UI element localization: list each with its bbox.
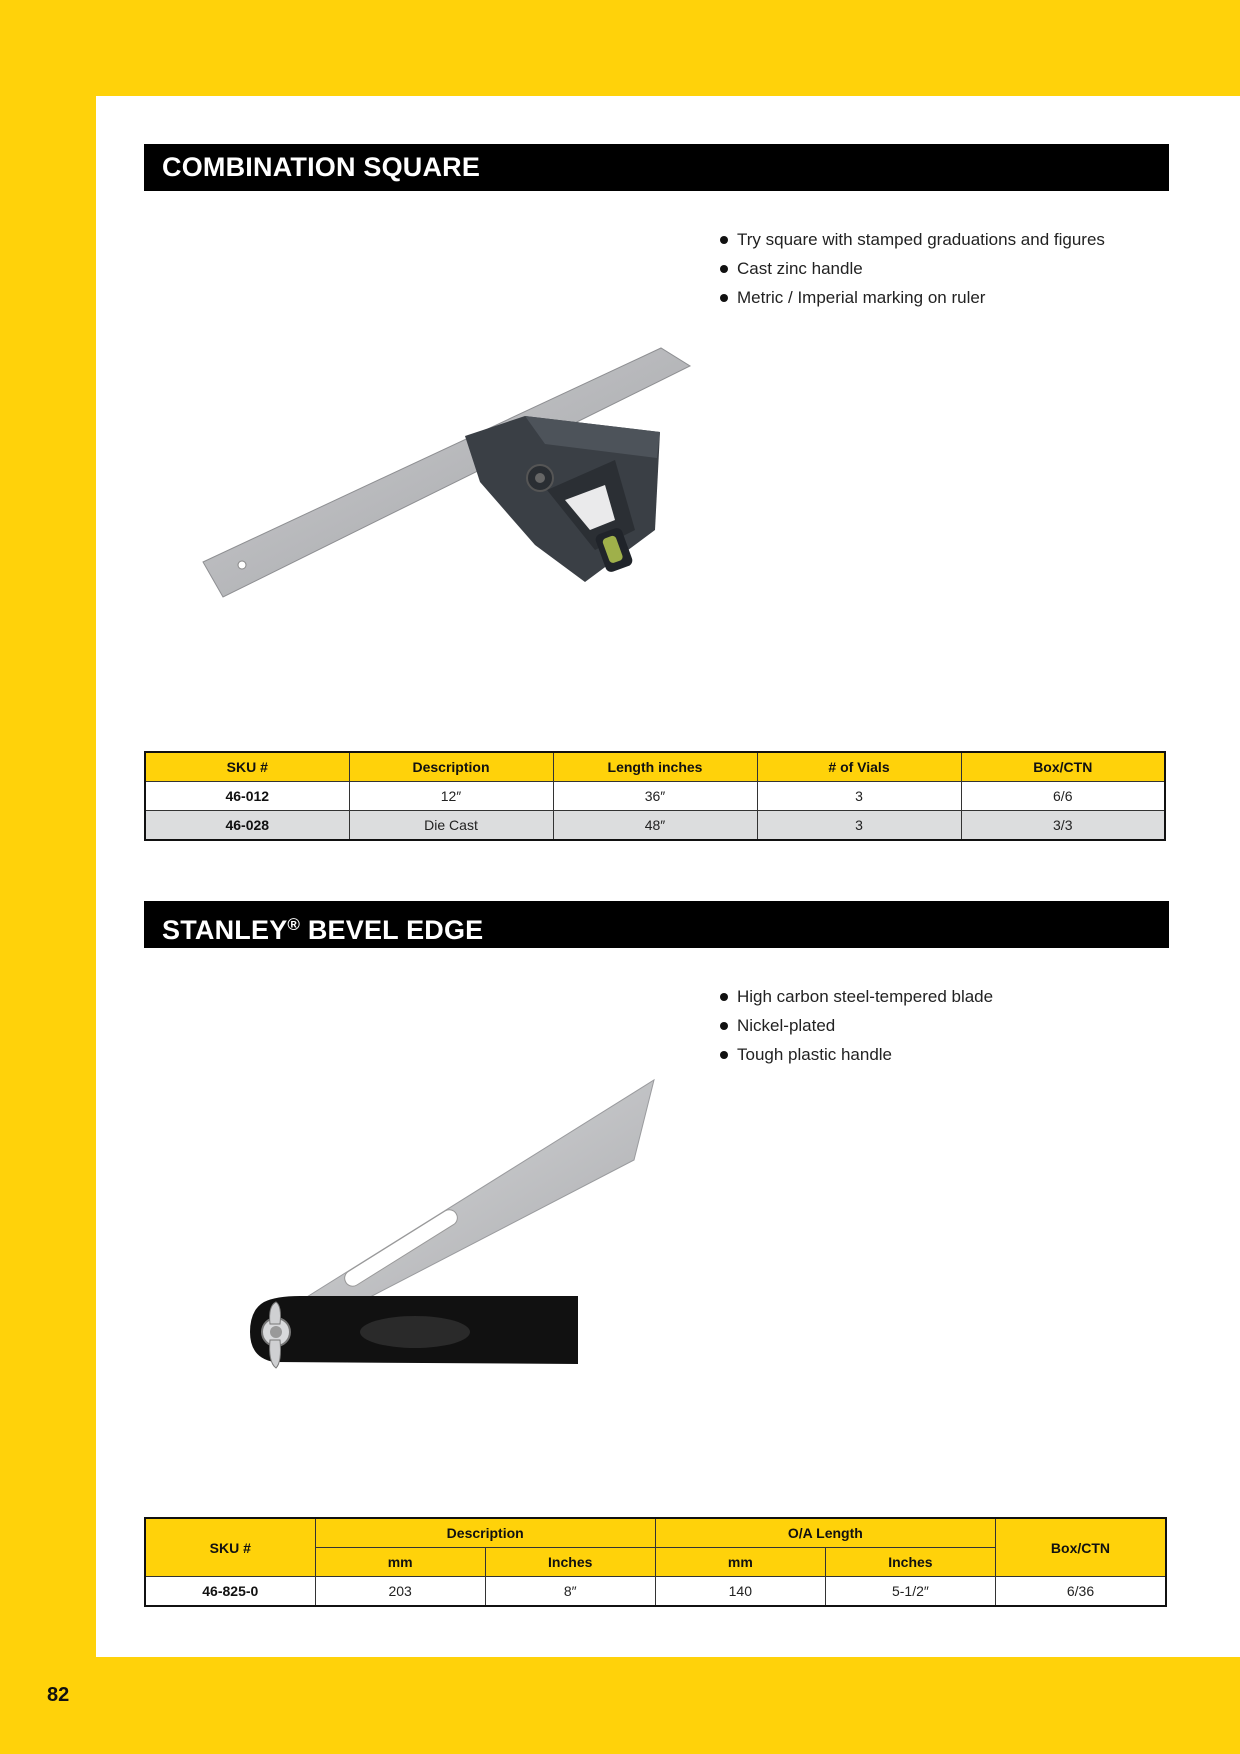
column-header: Description xyxy=(349,752,553,782)
table-cell: 12″ xyxy=(349,782,553,811)
table-cell-sku: 46-028 xyxy=(145,811,349,841)
feature-item: Metric / Imperial marking on ruler xyxy=(718,287,1105,316)
bullet-icon xyxy=(720,1051,728,1059)
combination-square-image xyxy=(195,340,695,610)
column-header: Box/CTN xyxy=(995,1518,1166,1577)
registered-mark: ® xyxy=(287,915,301,934)
table-header-row xyxy=(145,1518,1166,1548)
feature-item: Try square with stamped graduations and figures xyxy=(718,229,1105,258)
table-cell: 3 xyxy=(757,811,961,841)
table-cell: 3 xyxy=(757,782,961,811)
feature-list-bevel-edge xyxy=(718,986,993,1073)
feature-item: Nickel-plated xyxy=(718,1015,993,1044)
section-title-combination-square xyxy=(144,144,1169,191)
section-title-text: STANLEY xyxy=(162,915,288,945)
table-cell: 48″ xyxy=(553,811,757,841)
feature-item: Cast zinc handle xyxy=(718,258,1105,287)
table-cell: 5-1/2″ xyxy=(825,1577,995,1607)
bullet-icon xyxy=(720,236,728,244)
feature-item: High carbon steel-tempered blade xyxy=(718,986,993,1015)
table-header-row xyxy=(145,752,1165,782)
column-subheader: mm xyxy=(655,1548,825,1577)
page-panel xyxy=(96,96,1240,1657)
feature-list-combination-square xyxy=(718,229,1105,316)
section-title-text-rest: BEVEL EDGE xyxy=(300,915,484,945)
bevel-edge-image xyxy=(240,1070,670,1380)
page-number: 82 xyxy=(47,1684,70,1706)
table-cell: Die Cast xyxy=(349,811,553,841)
table-row xyxy=(145,782,1165,811)
column-header: Box/CTN xyxy=(961,752,1165,782)
bullet-icon xyxy=(720,294,728,302)
table-cell: 140 xyxy=(655,1577,825,1607)
column-subheader: mm xyxy=(315,1548,485,1577)
spec-table-combination-square xyxy=(144,751,1166,841)
column-header: SKU # xyxy=(145,752,349,782)
section-title-bevel-edge xyxy=(144,901,1169,948)
column-subheader: Inches xyxy=(825,1548,995,1577)
column-header: Description xyxy=(315,1518,655,1548)
table-cell-sku: 46-825-0 xyxy=(145,1577,315,1607)
column-header: O/A Length xyxy=(655,1518,995,1548)
column-header: SKU # xyxy=(145,1518,315,1577)
spec-table-bevel-edge xyxy=(144,1517,1167,1607)
column-header: Length inches xyxy=(553,752,757,782)
table-cell: 8″ xyxy=(485,1577,655,1607)
table-cell: 6/36 xyxy=(995,1577,1166,1607)
column-header: # of Vials xyxy=(757,752,961,782)
table-cell: 203 xyxy=(315,1577,485,1607)
table-row xyxy=(145,1577,1166,1607)
table-cell: 36″ xyxy=(553,782,757,811)
section-title-text: COMBINATION SQUARE xyxy=(162,152,481,182)
table-cell: 6/6 xyxy=(961,782,1165,811)
feature-item: Tough plastic handle xyxy=(718,1044,993,1073)
bullet-icon xyxy=(720,265,728,273)
table-row xyxy=(145,811,1165,841)
table-cell: 3/3 xyxy=(961,811,1165,841)
table-cell-sku: 46-012 xyxy=(145,782,349,811)
bullet-icon xyxy=(720,993,728,1001)
column-subheader: Inches xyxy=(485,1548,655,1577)
bullet-icon xyxy=(720,1022,728,1030)
